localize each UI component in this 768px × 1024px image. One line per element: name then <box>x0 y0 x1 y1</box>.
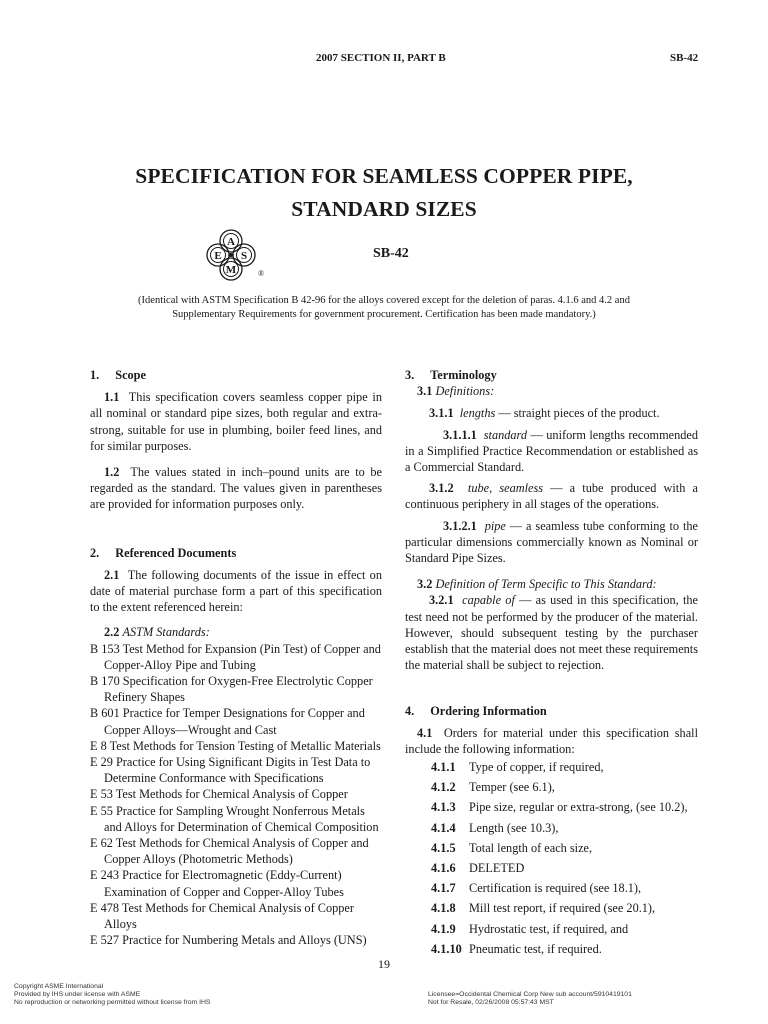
ordering-item-text: Temper (see 6.1), <box>469 780 555 795</box>
ordering-item-text: Type of copper, if required, <box>469 760 604 775</box>
definition-3-1-1-1: 3.1.1.1 standard — uniform lengths recommended in a Simplified Practice Recommendation or established as a Commercial Standard. <box>405 427 698 475</box>
terminology-heading: 3. Terminology <box>405 368 497 382</box>
title-line-2: STANDARD SIZES <box>291 197 477 221</box>
identical-note <box>120 294 648 322</box>
astm-standard-entry: B 170 Specification for Oxygen-Free Electrolytic Copper Refinery Shapes <box>90 674 373 705</box>
running-header-code: SB-42 <box>670 52 699 64</box>
definition-3-1: 3.1 Definitions: <box>417 384 495 399</box>
ordering-item-number: 4.1.8 <box>431 901 456 916</box>
definition-3-1-2-1: 3.1.2.1 pipe — a seamless tube conforming to the particular dimensions commercially known as Nominal or Standard Pipe Sizes. <box>405 518 698 566</box>
title-line-1: SPECIFICATION FOR SEAMLESS COPPER PIPE, <box>135 164 633 188</box>
astm-standard-entry: E 527 Practice for Numbering Metals and Alloys (UNS) <box>90 933 367 948</box>
definition-3-1-1: 3.1.1 lengths — straight pieces of the product. <box>429 406 660 421</box>
identical-note-line-2: Supplementary Requirements for government procurement. Certification has been made mandatory.) <box>172 309 596 320</box>
running-header-section: 2007 SECTION II, PART B <box>316 52 446 64</box>
ordering-item-number: 4.1.7 <box>431 881 456 896</box>
astm-standard-entry: E 55 Practice for Sampling Wrought Nonferrous Metals and Alloys for Determination of Chemical Composition <box>90 803 379 834</box>
references-heading: 2. Referenced Documents <box>90 545 237 560</box>
ordering-item-text: Total length of each size, <box>469 840 593 855</box>
left-column <box>90 367 382 949</box>
ordering-item <box>405 878 698 898</box>
spec-code: SB-42 <box>373 246 409 261</box>
logo-letter-s: S <box>240 250 248 262</box>
logo-letter-a: A <box>227 236 235 248</box>
ordering-item <box>405 757 698 777</box>
ordering-item <box>405 797 698 817</box>
logo-letter-e: E <box>214 250 222 262</box>
ordering-item-number: 4.1.3 <box>431 800 456 815</box>
ordering-item <box>405 898 698 918</box>
ordering-item-number: 4.1.4 <box>431 820 456 835</box>
astm-standard-entry: E 8 Test Methods for Tension Testing of Metallic Materials <box>90 738 381 753</box>
ordering-item-text: Hydrostatic test, if required, and <box>469 921 629 936</box>
identical-note-line-1: (Identical with ASTM Specification B 42-96 for the alloys covered except for the deletion of paras. 4.1.6 and 4.2 and <box>138 295 630 306</box>
ordering-para-4-1: 4.1 Orders for material under this specification shall include the following information: <box>405 725 698 756</box>
astm-standard-entry: E 243 Practice for Electromagnetic (Eddy-Current) Examination of Copper and Copper-Alloy Tubes <box>90 868 344 899</box>
ordering-item <box>405 818 698 838</box>
ordering-item-text: Length (see 10.3), <box>469 820 559 835</box>
scope-heading: 1. Scope <box>90 368 146 382</box>
definition-3-2: 3.2 Definition of Term Specific to This Standard: <box>417 577 657 592</box>
logo-registered-mark: ® <box>257 269 265 278</box>
right-column <box>405 367 698 959</box>
astm-standard-entry: B 153 Test Method for Expansion (Pin Test) of Copper and Copper-Alloy Pipe and Tubing <box>90 641 381 672</box>
document-title <box>0 160 768 226</box>
page-number: 19 <box>378 957 390 971</box>
logo-letter-m: M <box>225 264 237 276</box>
astm-standard-entry: B 601 Practice for Temper Designations for Copper and Copper Alloys—Wrought and Cast <box>90 706 365 737</box>
ordering-item-text: Pneumatic test, if required. <box>469 941 602 956</box>
ordering-item-text: Mill test report, if required (see 20.1), <box>469 901 656 916</box>
scope-para-1-2: 1.2 The values stated in inch–pound units are to be regarded as the standard. The values given in parentheses are provided for information purposes only. <box>90 465 382 512</box>
ordering-item-number: 4.1.9 <box>431 921 456 936</box>
ordering-item-text: Pipe size, regular or extra-strong, (see 10.2), <box>469 800 688 815</box>
astm-standard-entry: E 478 Test Methods for Chemical Analysis of Copper Alloys <box>90 900 354 932</box>
astm-standards-list <box>90 641 382 949</box>
ordering-items-list <box>405 757 698 959</box>
definition-3-1-2: 3.1.2 tube, seamless — a tube produced with a continuous periphery in all stages of the operations. <box>405 481 698 512</box>
astm-standard-entry: E 53 Test Methods for Chemical Analysis of Copper <box>90 787 348 802</box>
ordering-item-text: DELETED <box>469 861 525 876</box>
ordering-item-number: 4.1.10 <box>431 941 462 956</box>
definition-3-2-1: 3.2.1 capable of — as used in this specification, the test need not be performed by the producer of the material. However, should subsequent testing by the purchaser establish that the material does not meet these requirements the material shall be subject to rejection. <box>405 593 698 673</box>
asme-logo-icon <box>205 228 267 282</box>
ordering-item <box>405 919 698 939</box>
ordering-item-text: Certification is required (see 18.1), <box>469 881 642 896</box>
footer-license: Licensee=Occidental Chemical Corp New sub account/5910419101 Not for Resale, 02/26/2008 05:57:43 MST <box>428 991 632 1007</box>
ordering-item-number: 4.1.5 <box>431 840 456 855</box>
ordering-item-number: 4.1.2 <box>431 780 456 795</box>
footer-copyright: Copyright ASME International Provided by IHS under license with ASME No reproduction or networking permitted without license from IHS <box>14 983 211 1007</box>
ordering-item <box>405 858 698 878</box>
ordering-item-number: 4.1.6 <box>431 861 456 876</box>
astm-standard-entry: E 29 Practice for Using Significant Digits in Test Data to Determine Conformance with Specifications <box>90 755 371 786</box>
ordering-heading: 4. Ordering Information <box>405 704 547 719</box>
ordering-item <box>405 838 698 858</box>
scope-para-1-1: 1.1 This specification covers seamless copper pipe in all nominal or standard pipe sizes, both regular and extra-strong, suitable for use in plumbing, boiler feed lines, and for similar purposes. <box>90 390 382 453</box>
astm-standard-entry: E 62 Test Methods for Chemical Analysis of Copper and Copper Alloys (Photometric Methods) <box>90 836 369 867</box>
references-para-2-2: 2.2 ASTM Standards: <box>104 625 210 640</box>
ordering-item <box>405 777 698 797</box>
references-para-2-1: 2.1 The following documents of the issue in effect on date of material purchase form a part of this specification to the extent referenced herein: <box>90 567 382 615</box>
ordering-item-number: 4.1.1 <box>431 760 456 775</box>
